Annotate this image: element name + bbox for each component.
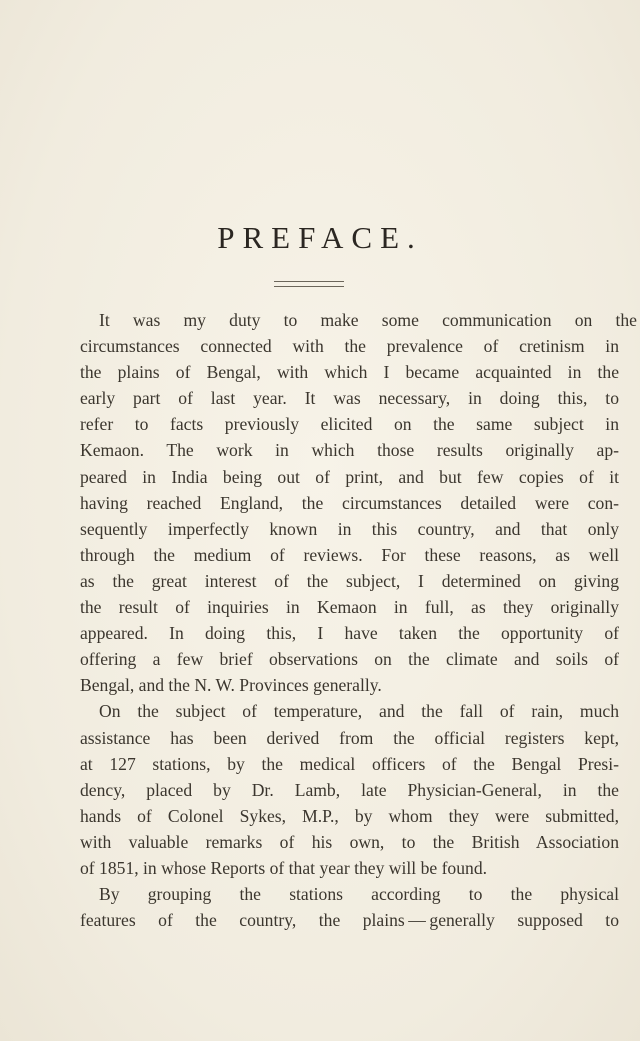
title-divider — [274, 281, 344, 287]
text-line: assistance has been derived from the official registers kept, — [80, 727, 619, 748]
text-line: refer to facts previously elicited on the same subject in — [80, 414, 619, 435]
text-line: sequently imperfectly known in this country, and that only — [80, 518, 619, 539]
text-line: the plains of Bengal, with which I became acquainted in the — [80, 362, 619, 383]
text-line: It was my duty to make some communication on the — [99, 310, 637, 330]
text-line: features of the country, the plains — generally supposed to — [80, 910, 619, 931]
text-line: having reached England, the circumstances detailed were con- — [80, 492, 619, 513]
preface-body — [80, 307, 637, 933]
text-line: circumstances connected with the prevalence of cretinism in — [80, 336, 619, 357]
text-line: at 127 stations, by the medical officers of the Bengal Presi- — [80, 753, 619, 774]
text-line: By grouping the stations according to the physical — [99, 884, 619, 905]
text-line: through the medium of reviews. For these reasons, as well — [80, 544, 619, 565]
text-line: the result of inquiries in Kemaon in full, as they originally — [80, 597, 619, 618]
text-line: peared in India being out of print, and but few copies of it — [80, 466, 619, 487]
text-line: as the great interest of the subject, I determined on giving — [80, 570, 619, 591]
text-line: dency, placed by Dr. Lamb, late Physician-General, in the — [80, 779, 619, 800]
text-line: hands of Colonel Sykes, M.P., by whom they were submitted, — [80, 805, 619, 826]
text-line: appeared. In doing this, I have taken the opportunity of — [80, 623, 619, 644]
text-line: Bengal, and the N. W. Provinces generally. — [80, 675, 382, 696]
text-line: with valuable remarks of his own, to the British Association — [80, 831, 619, 852]
text-line: of 1851, in whose Reports of that year they will be found. — [80, 857, 488, 878]
text-line: early part of last year. It was necessary, in doing this, to — [80, 388, 619, 409]
page-title: PREFACE. — [217, 220, 423, 255]
text-line: Kemaon. The work in which those results originally ap- — [80, 440, 619, 461]
text-line: offering a few brief observations on the climate and soils of — [80, 649, 619, 670]
text-line: On the subject of temperature, and the fall of rain, much — [99, 701, 619, 722]
